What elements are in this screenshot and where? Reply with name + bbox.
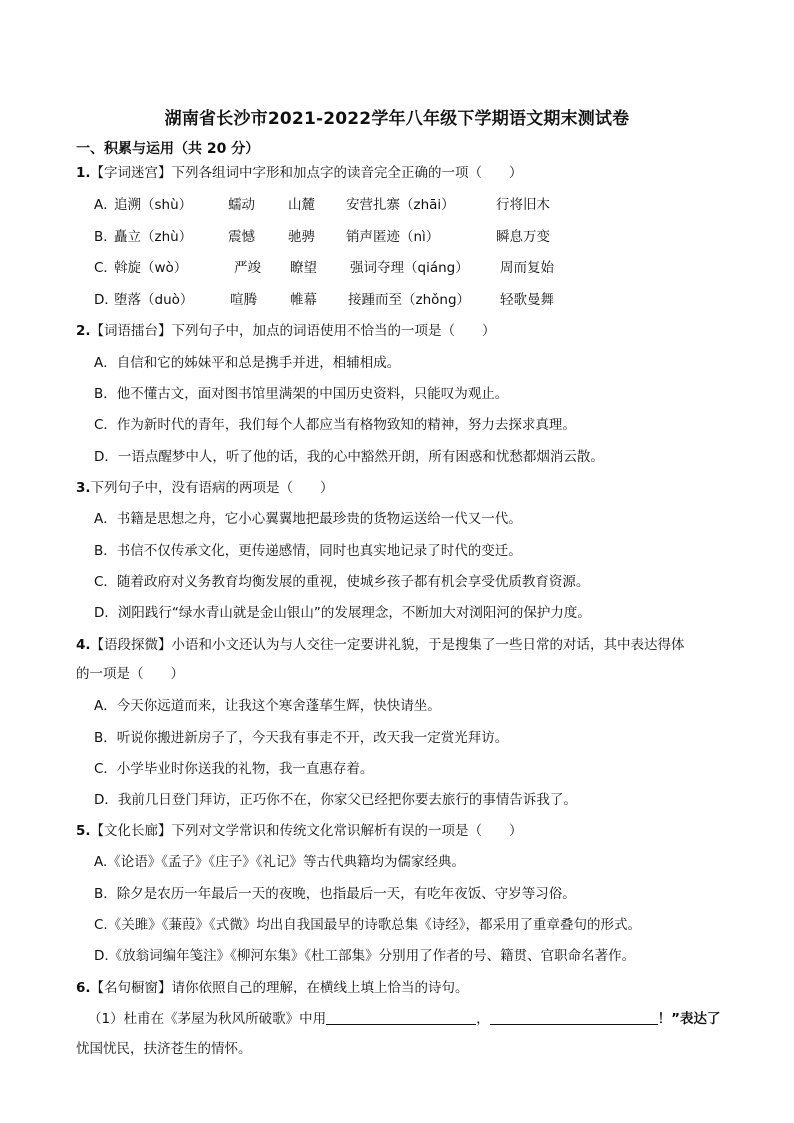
question-stem: 【词语擂台】下列句子中，加点的词语使用不恰当的一项是（ ） bbox=[90, 323, 496, 339]
section-heading: 一、积累与运用（共 20 分） bbox=[76, 141, 260, 157]
question-3 bbox=[76, 479, 334, 497]
question-stem: 【语段探微】小语和小文还认为与人交往一定要讲礼貌，于是搜集了一些日常的对话，其中表达得体 bbox=[90, 637, 685, 653]
option-word: 堕落（duò） bbox=[114, 292, 194, 308]
question-number: 1. bbox=[76, 165, 91, 181]
q4-option-c: C．小学毕业时你送我的礼物，我一直惠存着。 bbox=[94, 761, 374, 777]
answer-blank-1[interactable] bbox=[326, 1010, 476, 1025]
option-word: 蠕动 bbox=[228, 197, 255, 213]
q6-subquestion-1-continued: 忧国忧民，扶济苍生的情怀。 bbox=[76, 1041, 252, 1057]
option-word: 喧腾 bbox=[230, 292, 257, 308]
question-5 bbox=[76, 822, 523, 840]
option-label: C． bbox=[94, 260, 117, 276]
option-word: 行将旧木 bbox=[496, 197, 550, 213]
q6-subquestion-1 bbox=[88, 1010, 720, 1028]
option-word: 山麓 bbox=[288, 197, 315, 213]
q3-option-d: D．浏阳践行“绿水青山就是金山银山”的发展理念，不断加大对浏阳河的保护力度。 bbox=[94, 605, 591, 621]
option-word: 轻歌曼舞 bbox=[500, 292, 554, 308]
question-stem: 【文化长廊】下列对文学常识和传统文化常识解析有误的一项是（ ） bbox=[90, 823, 523, 839]
sub-question-text: ！”表达了 bbox=[657, 1011, 721, 1027]
q5-option-c: C.《关雎》《蒹葭》《式微》均出自我国最早的诗歌总集《诗经》，都采用了重章叠句的形式。 bbox=[94, 917, 641, 933]
option-word: 瞬息万变 bbox=[496, 229, 550, 245]
q5-option-b: B．除夕是农历一年最后一天的夜晚，也指最后一天，有吃年夜饭、守岁等习俗。 bbox=[94, 886, 576, 902]
q2-option-b: B．他不懂古文，面对图书馆里满架的中国历史资料，只能叹为观止。 bbox=[94, 386, 509, 402]
question-2 bbox=[76, 322, 496, 340]
q2-option-d: D．一语点醒梦中人，听了他的话，我的心中豁然开朗，所有困惑和忧愁都烟消云散。 bbox=[94, 449, 604, 465]
option-word: 强词夺理（qiáng） bbox=[350, 260, 469, 276]
question-number: 5. bbox=[76, 823, 91, 839]
question-number: 4. bbox=[76, 637, 91, 653]
option-label: D． bbox=[94, 292, 118, 308]
q4-option-a: A．今天你远道而来，让我这个寒舍蓬荜生辉，快快请坐。 bbox=[94, 698, 441, 714]
q3-option-a: A．书籍是思想之舟，它小心翼翼地把最珍贵的货物运送给一代又一代。 bbox=[94, 511, 522, 527]
option-word: 斡旋（wò） bbox=[114, 260, 188, 276]
option-word: 周而复始 bbox=[500, 260, 554, 276]
option-word: 瞭望 bbox=[290, 260, 317, 276]
q2-option-c: C．作为新时代的青年，我们每个人都应当有格物致知的精神，努力去探求真理。 bbox=[94, 417, 576, 433]
option-word: 追溯（shù） bbox=[114, 197, 193, 213]
question-1 bbox=[76, 164, 523, 182]
option-word: 安营扎寨（zhāi） bbox=[346, 197, 455, 213]
q5-option-d: D.《放翁词编年笺注》《柳河东集》《杜工部集》分别用了作者的号、籍贯、官职命名著作。 bbox=[94, 948, 636, 964]
q2-option-a: A．自信和它的姊妹平和总是携手并进，相辅相成。 bbox=[94, 355, 401, 371]
page-title: 湖南省长沙市2021-2022学年八年级下学期语文期末测试卷 bbox=[164, 109, 630, 129]
question-stem: 【名句橱窗】请你依照自己的理解，在横线上填上恰当的诗句。 bbox=[90, 980, 469, 996]
option-word: 严竣 bbox=[234, 260, 261, 276]
question-number: 3. bbox=[76, 480, 91, 496]
option-word: 矗立（zhù） bbox=[114, 229, 193, 245]
option-label: A． bbox=[94, 197, 117, 213]
option-word: 震憾 bbox=[228, 229, 255, 245]
sub-question-text: ， bbox=[476, 1011, 490, 1027]
question-stem: 【字词迷宫】下列各组词中字形和加点字的读音完全正确的一项（ ） bbox=[90, 165, 523, 181]
q4-option-b: B．听说你搬进新房子了，今天我有事走不开，改天我一定赏光拜访。 bbox=[94, 730, 509, 746]
option-label: B． bbox=[94, 229, 117, 245]
option-word: 驰骋 bbox=[288, 229, 315, 245]
question-number: 2. bbox=[76, 323, 91, 339]
option-word: 接踵而至（zhǒng） bbox=[348, 292, 471, 308]
option-word: 销声匿迹（nì） bbox=[346, 229, 440, 245]
question-4-continued: 的一项是（ ） bbox=[76, 666, 184, 682]
option-word: 帷幕 bbox=[290, 292, 317, 308]
q5-option-a: A.《论语》《孟子》《庄子》《礼记》等古代典籍均为儒家经典。 bbox=[94, 854, 466, 870]
q3-option-b: B．书信不仅传承文化，更传递感情，同时也真实地记录了时代的变迁。 bbox=[94, 543, 522, 559]
q3-option-c: C．随着政府对义务教育均衡发展的重视，使城乡孩子都有机会享受优质教育资源。 bbox=[94, 574, 590, 590]
question-6 bbox=[76, 979, 469, 997]
q4-option-d: D．我前几日登门拜访，正巧你不在，你家父已经把你要去旅行的事情告诉我了。 bbox=[94, 792, 577, 808]
question-number: 6. bbox=[76, 980, 91, 996]
question-4 bbox=[76, 636, 685, 654]
answer-blank-2[interactable] bbox=[490, 1010, 658, 1025]
question-stem: 下列句子中，没有语病的两项是（ ） bbox=[90, 480, 334, 496]
sub-question-text: （1）杜甫在《茅屋为秋风所破歌》中用 bbox=[88, 1011, 327, 1027]
